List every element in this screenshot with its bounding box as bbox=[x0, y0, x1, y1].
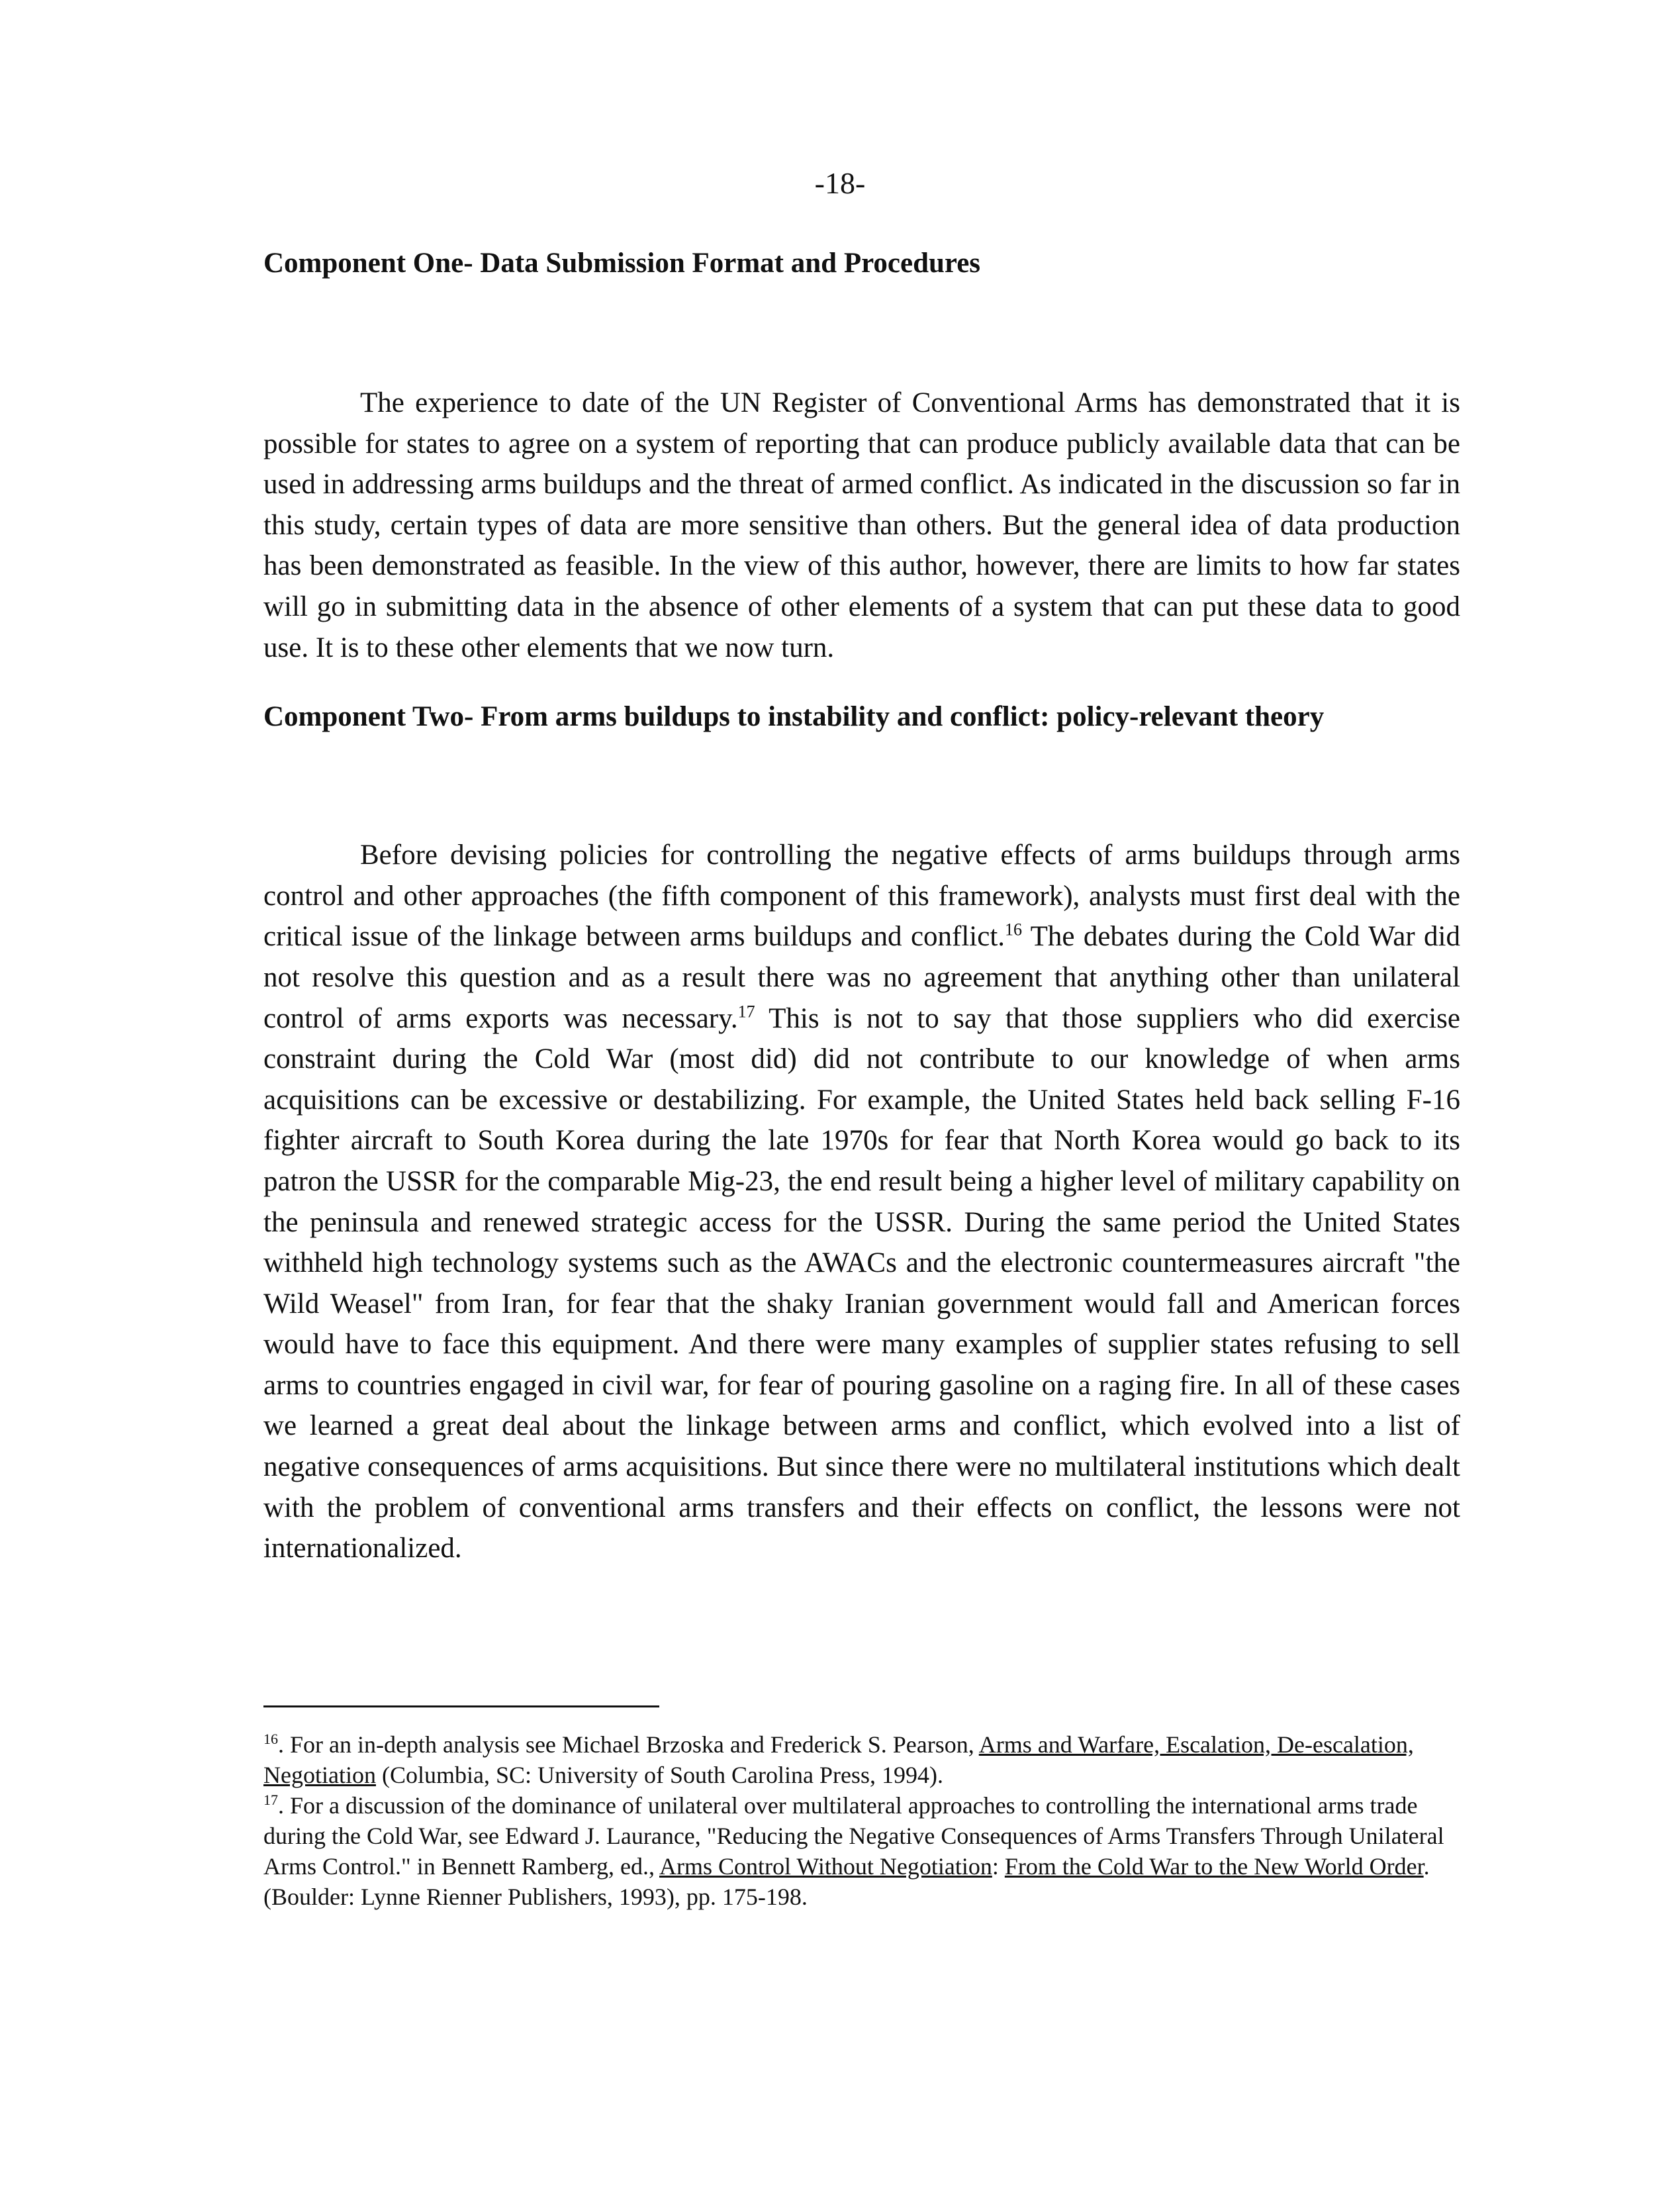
footnote-text: . For a discussion of the dominance of unilateral over multilateral approaches to controlling the international arms trade during the Cold War, see Edward J. Laurance, "Reducing the Negative Consequences of Arms Transfers Through Unilateral Arms Control." in Bennett Ramberg, ed., bbox=[263, 1792, 1444, 1880]
footnote-text: . For an in-depth analysis see Michael Brzoska and Frederick S. Pearson, bbox=[278, 1731, 979, 1758]
page-number: -18- bbox=[814, 166, 866, 200]
footnote-cited-subtitle: From the Cold War to the New World Order bbox=[1004, 1853, 1424, 1880]
paragraph-component-two bbox=[263, 835, 1460, 1569]
section-heading-component-two: Component Two- From arms buildups to instability and conflict: policy-relevant theory bbox=[263, 701, 1325, 733]
footnote-divider bbox=[263, 1705, 659, 1707]
footnote-cited-title: Arms and Warfare, Escalation, De-escalation, Negotiation bbox=[263, 1731, 1414, 1788]
footnote-text: . (Boulder: Lynne Rienner Publishers, 1993), pp. 175-198. bbox=[263, 1853, 1430, 1910]
footnote-reference: 17 bbox=[737, 1002, 755, 1022]
paragraph-component-one: The experience to date of the UN Register of Conventional Arms has demonstrated that it is possible for states to agree on a system of reporting that can produce publicly available data that can be used in addressing arms buildups and the threat of armed conflict. As indicated in the discussion so far in this study, certain types of data are more sensitive than others. But the general idea of data production has been demonstrated as feasible. In the view of this author, however, there are limits to how far states will go in submitting data in the absence of other elements of a system that can put these data to good use. It is to these other elements that we now turn. bbox=[263, 387, 1460, 663]
footnote-cited-title: Arms Control Without Negotiation bbox=[659, 1853, 992, 1880]
footnote-17 bbox=[263, 1790, 1460, 1912]
footnote-number: 16 bbox=[263, 1731, 278, 1747]
main-content bbox=[263, 244, 1460, 1569]
footnotes bbox=[263, 1729, 1460, 1912]
footnote-reference: 16 bbox=[1005, 920, 1023, 940]
paragraph-text: The debates during the Cold War did not resolve this question and as a result there was no agreement that anything other than unilateral control of arms exports was necessary. bbox=[263, 921, 1460, 1034]
section-heading-component-one: Component One- Data Submission Format and Procedures bbox=[263, 248, 981, 279]
paragraph-text: Before devising policies for controlling the negative effects of arms buildups through arms control and other approaches (the fifth component of this framework), analysts must first deal with the critical issue of the linkage between arms buildups and conflict. bbox=[263, 839, 1460, 953]
footnote-text: (Columbia, SC: University of South Carolina Press, 1994). bbox=[375, 1762, 943, 1788]
footnote-number: 17 bbox=[263, 1792, 278, 1808]
footnote-text: : bbox=[992, 1853, 1005, 1880]
paragraph-text: This is not to say that those suppliers who did exercise constraint during the Cold War (most did) did not contribute to our knowledge of when arms acquisitions can be excessive or destabilizing. For example, the United States held back selling F-16 fighter aircraft to South Korea during the late 1970s for fear that North Korea would go back to its patron the USSR for the comparable Mig-23, the end result being a higher level of military capability on the peninsula and renewed strategic access for the USSR. During the same period the United States withheld high technology systems such as the AWACs and the electronic countermeasures aircraft "the Wild Weasel" from Iran, for fear that the shaky Iranian government would fall and American forces would have to face this equipment. And there were many examples of supplier states refusing to sell arms to countries engaged in civil war, for fear of pouring gasoline on a raging fire. In all of these cases we learned a great deal about the linkage between arms and conflict, which evolved into a list of negative consequences of arms acquisitions. But since there were no multilateral institutions which dealt with the problem of conventional arms transfers and their effects on conflict, the lessons were not internationalized. bbox=[263, 1002, 1461, 1564]
footnote-16 bbox=[263, 1729, 1460, 1790]
